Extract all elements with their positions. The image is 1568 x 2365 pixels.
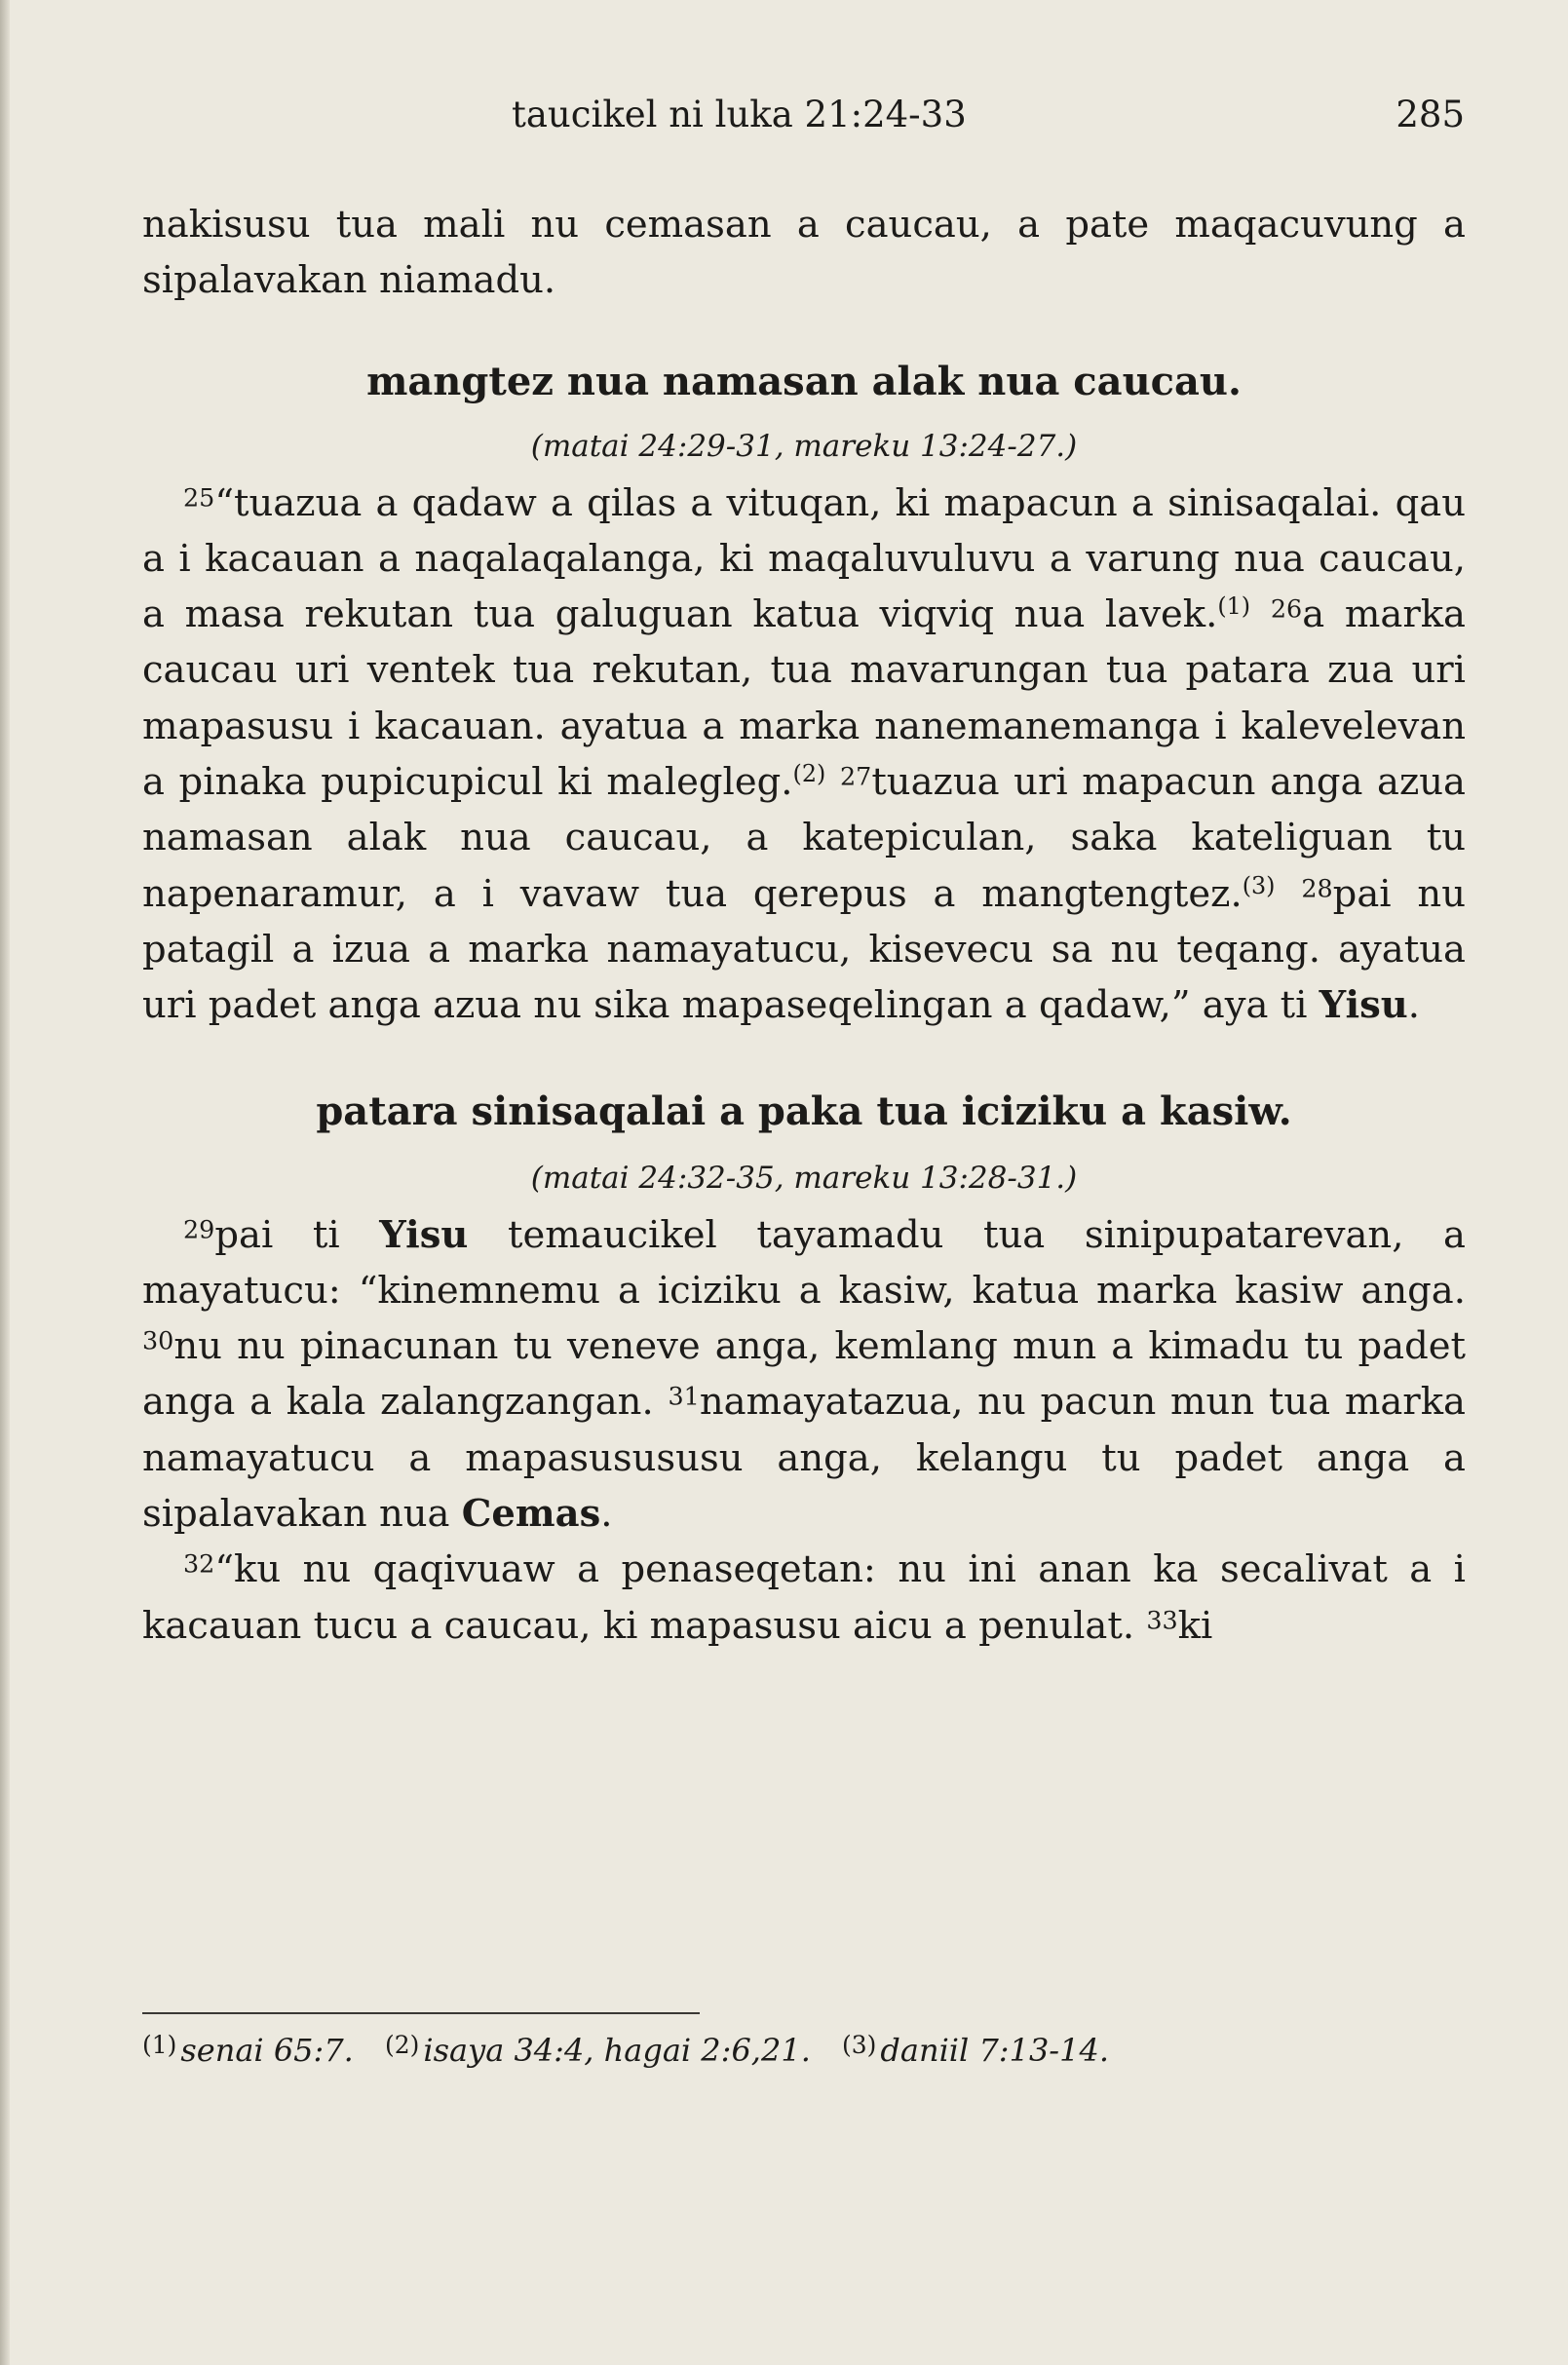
- name-yisu: Yisu: [1319, 983, 1408, 1028]
- running-title: taucikel ni luka 21:24-33: [512, 94, 967, 135]
- footnote-ref-3: (3): [1242, 871, 1276, 899]
- binding-edge: [0, 0, 10, 2365]
- verse-end-31: .: [600, 1492, 613, 1537]
- verse-text-30: nu nu pinacunan tu veneve anga, kemlang mun a kimadu tu padet anga a kala zalangzangan.: [142, 1324, 1466, 1425]
- section-heading-2: patara sinisaqalai a paka tua iciziku a kasiw.: [316, 1087, 1292, 1134]
- verse-number-30: 30: [142, 1325, 174, 1355]
- verse-number-28: 28: [1301, 873, 1333, 903]
- verse-number-33: 33: [1146, 1605, 1178, 1634]
- footnote-rule: [142, 2012, 700, 2014]
- paragraph-verses-32-33: [142, 1542, 1466, 1654]
- footnote-mark-1: (1): [142, 2031, 177, 2059]
- intro-paragraph: nakisusu tua mali nu cemasan a caucau, a pate maqacuvung a sipalavakan niamadu.: [142, 203, 1466, 303]
- main-text: [142, 197, 1466, 1654]
- verse-text-28: pai nu patagil a izua a marka namayatucu, kisevecu sa nu teqang. ayatua uri padet anga azua nu sika mapaseqelingan a qadaw,” aya ti: [142, 871, 1466, 1028]
- verse-number-25: 25: [183, 481, 215, 512]
- verse-number-29: 29: [183, 1213, 215, 1243]
- verse-text-26: a marka caucau uri ventek tua rekutan, tua mavarungan tua patara zua uri mapasusu i kacauan. ayatua a marka nanemanemanga i kalevelevan a pinaka pupicupicul ki malegleg.: [142, 592, 1466, 805]
- footnote-mark-2: (2): [385, 2031, 420, 2059]
- verse-text-33: ki: [1177, 1603, 1213, 1648]
- verse-number-27: 27: [839, 761, 872, 791]
- cross-reference-2: (matai 24:32-35, mareku 13:28-31.): [530, 1160, 1078, 1196]
- verse-text-29a: pai ti: [214, 1212, 340, 1257]
- cross-reference-1: (matai 24:29-31, mareku 13:24-27.): [530, 428, 1078, 464]
- footnotes: [142, 2022, 1466, 2074]
- footnote-text-1: senai 65:7.: [180, 2031, 354, 2069]
- footnote-ref-2: (2): [792, 759, 826, 787]
- verse-text-32: “ku nu qaqivuaw a penaseqetan: nu ini anan ka secalivat a i kacauan tucu a caucau, ki mapasusu aicu a penulat.: [142, 1547, 1466, 1648]
- verse-end-28: .: [1407, 983, 1421, 1028]
- footnote-mark-3: (3): [842, 2031, 877, 2059]
- verse-number-26: 26: [1270, 593, 1303, 624]
- footnote-ref-1: (1): [1217, 592, 1251, 621]
- footnote-2: [385, 2032, 811, 2069]
- verse-text-25: “tuazua a qadaw a qilas a vituqan, ki mapacun a sinisaqalai. qau a i kacauan a naqalaqalanga, ki maqaluvuluvu a varung nua caucau, a masa rekutan tua galuguan katua viqviq nua lavek.: [142, 480, 1466, 637]
- running-head: [0, 94, 1568, 142]
- footnote-3: [842, 2032, 1109, 2069]
- paragraph-verses-29-31: [142, 1207, 1466, 1543]
- verse-number-32: 32: [183, 1548, 215, 1579]
- verse-text-31: namayatazua, nu pacun mun tua marka namayatucu a mapasusususu anga, kelangu tu padet anga a sipalavakan nua: [142, 1380, 1466, 1537]
- verse-text-27: tuazua uri mapacun anga azua namasan alak nua caucau, a katepiculan, saka kateliguan tu napenaramur, a i vavaw tua qerepus a mangtengtez.: [142, 760, 1467, 916]
- footnote-text-3: daniil 7:13-14.: [880, 2031, 1109, 2069]
- section-heading-1: mangtez nua namasan alak nua caucau.: [366, 358, 1242, 404]
- page-number: 285: [1396, 94, 1465, 135]
- footnote-text-2: isaya 34:4, hagai 2:6,21.: [423, 2031, 811, 2069]
- verse-number-31: 31: [668, 1381, 700, 1411]
- verse-text-29b: temaucikel tayamadu tua sinipupatarevan, a mayatucu: “kinemnemu a iciziku a kasiw, katua marka kasiw anga.: [142, 1212, 1466, 1313]
- name-yisu-2: Yisu: [379, 1212, 469, 1257]
- footnote-1: [142, 2032, 354, 2069]
- name-cemas: Cemas: [461, 1492, 601, 1537]
- paragraph-verses-25-28: [142, 476, 1466, 1034]
